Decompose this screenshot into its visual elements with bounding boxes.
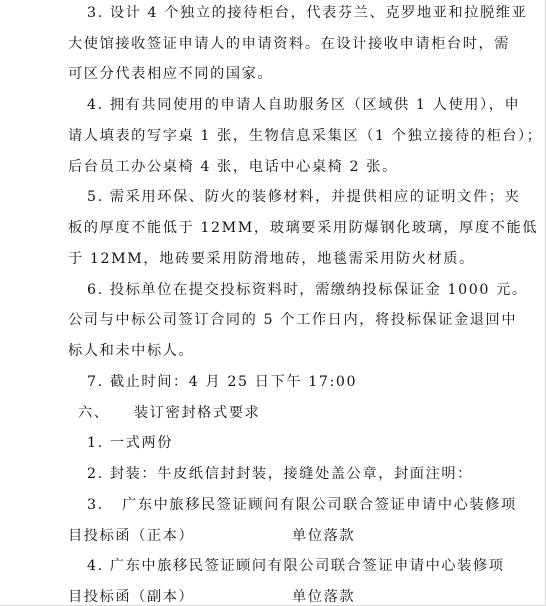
text-line: 6. 投标单位在提交投标资料时，需缴纳投标保证金 1000 元。 — [87, 281, 528, 298]
text-line: 4. 拥有共同使用的申请人自助服务区（区域供 1 人使用），申 — [87, 97, 521, 114]
text-line: 于 12MM，地砖要采用防滑地砖，地毯需采用防火材质。 — [68, 250, 475, 267]
text-line: 3. 设计 4 个独立的接待柜台，代表芬兰、克罗地亚和拉脱维亚 — [87, 5, 528, 21]
text-line: 公司与中标公司签订合同的 5 个工作日内，将投标保证金退回中 — [68, 312, 518, 329]
text-line: 3. 广东中旅移民签证顾问有限公司联合签证申请中心装修项 — [87, 496, 517, 513]
text-line: 7. 截止时间：4 月 25 日下午 17:00 — [87, 373, 358, 390]
text-line: 4. 广东中旅移民签证顾问有限公司联合签证申请中心装修项 — [87, 558, 505, 575]
text-line: 板的厚度不能低于 12MM，玻璃要采用防爆钢化玻璃，厚度不能低 — [68, 220, 539, 237]
text-line: 大使馆接收签证申请人的申请资料。在设计接收申请柜台时，需 — [68, 35, 511, 52]
section-heading: 六、 装订密封格式要求 — [78, 404, 261, 421]
text-line: 标人和未中标人。 — [68, 343, 195, 360]
text-line: 5. 需采用环保、防火的装修材料，并提供相应的证明文件；夹 — [87, 189, 521, 206]
text-line: 后台员工办公桌椅 4 张，电话中心桌椅 2 张。 — [68, 158, 398, 175]
text-line: 目投标函（副本） 单位落款 — [68, 589, 356, 605]
text-line: 可区分代表相应不同的国家。 — [68, 66, 274, 83]
text-line: 2. 封装：牛皮纸信封封装，接缝处盖公章，封面注明： — [87, 466, 473, 483]
text-line: 请人填表的写字桌 1 张，生物信息采集区（1 个独立接待的柜台）； — [68, 127, 543, 144]
text-line: 1. 一式两份 — [87, 435, 173, 452]
text-line: 目投标函（正本） 单位落款 — [68, 527, 356, 544]
